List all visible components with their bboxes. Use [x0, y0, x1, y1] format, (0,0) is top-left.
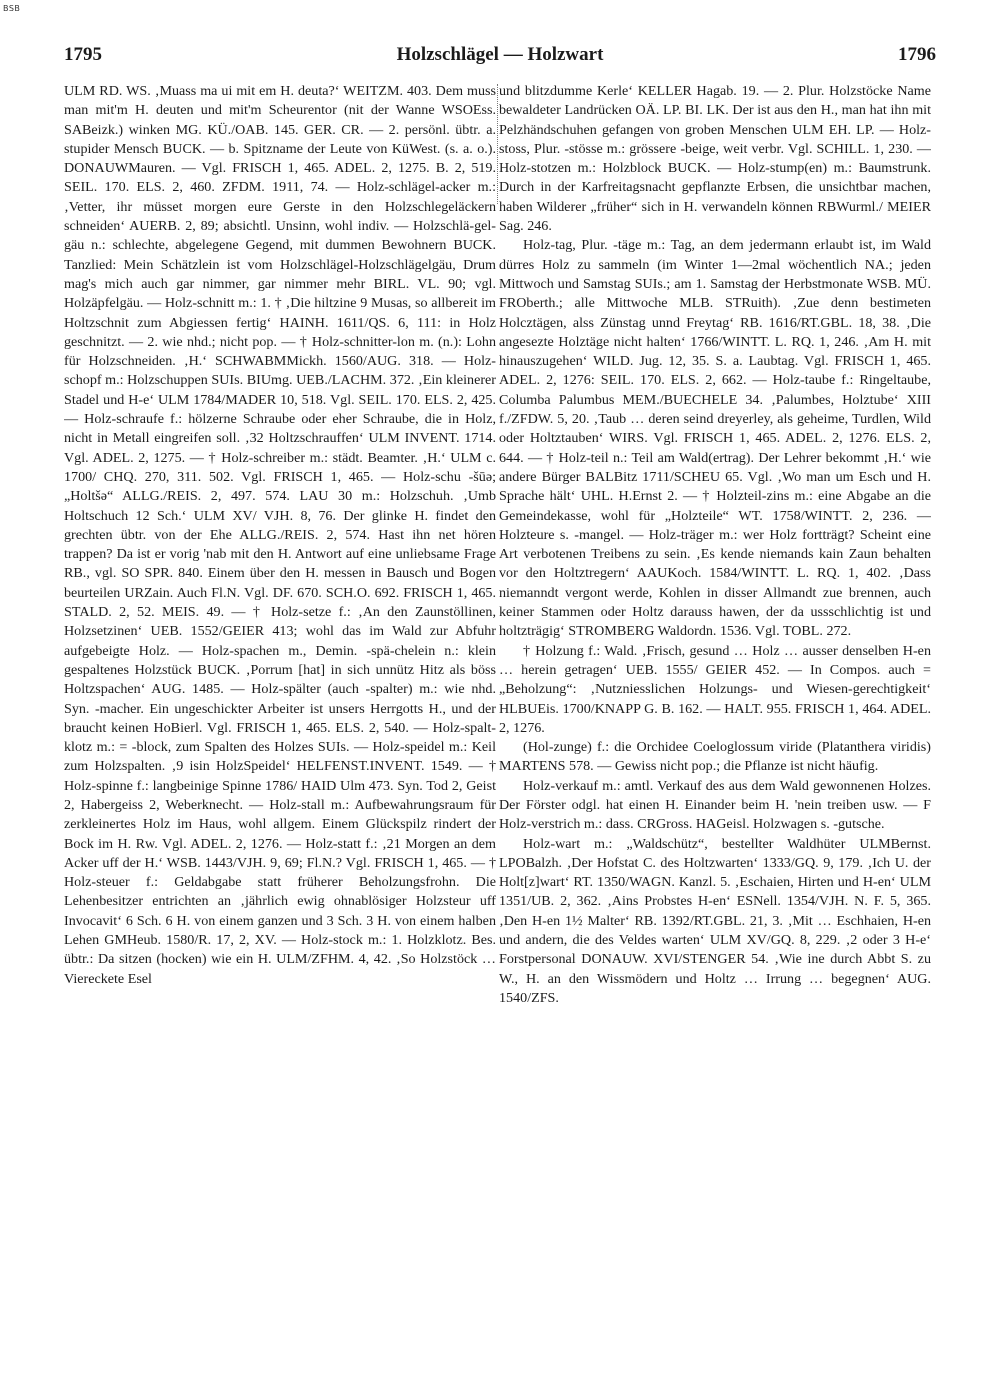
- page-title: Holzschlägel — Holzwart: [396, 44, 604, 65]
- page-number-right: 1796: [898, 44, 936, 65]
- column-divider: [497, 84, 498, 204]
- entry-holzung: † Holzung f.: Wald. ‚Frisch, gesund … Holz … ausser denselben H-en … herein getragen‘ UEB. 1555/ GEIER 452. — In Compos. auch = „Beholzung“: ‚Nutzniesslichen Holzungs- und Wiesen-gerechtigkeit‘ HLBUEis. 1700/KNAPP G. B. 162. — HALT. 955. FRISCH 1, 464. ADEL. 2, 1276.: [499, 642, 931, 736]
- right-column: [499, 82, 931, 1382]
- entry-holz-verkauf: Holz-verkauf m.: amtl. Verkauf des aus dem Wald gewonnenen Holzes. Der Förster odgl. hat einen H. Einander beim H. 'nein treiben usw. — F Holz-verstrich m.: dass. CRGross. HAGeisl. Holzwagen s. -gutsche.: [499, 777, 931, 833]
- entry-holz-wart: Holz-wart m.: „Waldschütz“, bestellter Waldhüter ULMBernst. LPOBalzh. ‚Der Hofstat C. des Holtzwarten‘ 1333/GQ. 9, 179. ‚Ich U. der Holt[z]wart‘ RT. 1350/WAGN. Kanzl. 5. ‚Eschaien, Hirten und H-en‘ ULM 1351/UB. 2, 362. ‚Ains Probstes H-en‘ ESNell. 1354/VJH. N. F. 5, 365. ‚Den H-en 1½ Malter‘ RB. 1392/RT.GBL. 21, 3. ‚Mit … Eschhaien, H-en und andern, die des Veldes warten‘ ULM XV/GQ. 8, 229. ‚2 oder 3 H-e‘ Forstpersonal DONAUW. XVI/STENGER 54. ‚Wie ine durch Abbt S. zu W., H. an den Wissmödern und Holtz … Irrung … begegnen‘ AUG. 1540/ZFS.: [499, 835, 931, 1006]
- entry-holz-tag: Holz-tag, Plur. -täge m.: Tag, an dem jedermann erlaubt ist, im Wald dürres Holz zu sammeln (im Winter 1—2mal wöchentlich NA.; jeden Mittwoch und Samstag SUIs.; am 1. Samstag der Herbstmonate WSB. MÜ. FROberth.; alle Mittwoche MLB. STRuith). ‚Zue denn bestimeten Holcztägen, alss Zünstag unnd Freytag‘ RB. 1616/RT.GBL. 18, 38. ‚Die angesezte Holztäge nicht halten‘ 1766/WINTT. L. RQ. 1, 246. ‚Am H. mit hinauszugehen‘ WILD. Jug. 12, 35. S. a. Laubtag. Vgl. FRISCH 1, 465. ADEL. 2, 1276: SEIL. 170. ELS. 2, 662. — Holz-taube f.: Ringeltaube, Columba Palumbus MEM./BUECHELE 34. ‚Palumbes, Holztube‘ XIII f./ZFDW. 5, 20. ‚Taub … deren seind dreyerley, als geheime, Turdlen, Wild oder Holtztauben‘ WIRS. Vgl. FRISCH 1, 465. ADEL. 2, 1276. ELS. 2, 644. — † Holz-teil n.: Teil am Wald(ertrag). Der Lehrer bekommt ‚H.‘ wie andere Bürger BALBitz 1711/SCHEU 65. Vgl. ‚Wo man um Esch und H. Sprache hält‘ UHL. H.Ernst 2. — † Holzteil-zins m.: eine Abgabe an die Gemeindekasse, wohl für „Holzteile“ WT. 1758/WINTT. 2, 236. — Holzteure s. -mangel. — Holz-träger m.: wer Holz fortträgt? Scheint eine Art verbotenen Treibens zu sein. ‚Es kende niemands kain Zaun behalten vor den Holtztregern‘ AAUKoch. 1584/WINTT. L. RQ. 1, 402. ‚Dass niemanndt vergont werde, Kohlen in disser Allmandt zue brennen, auch keiner Stammen oder Holtz darauss hawen, der da ussschlichtig ist und holtzträgig‘ STROMBERG Waldordn. 1536. Vgl. TOBL. 272.: [499, 237, 931, 640]
- entry-hol-zunge: (Hol-zunge) f.: die Orchidee Coeloglossum viride (Platanthera viridis) MARTENS 578. — Gewiss nicht pop.; die Pflanze ist nicht häufig.: [499, 739, 931, 775]
- left-column: [64, 82, 496, 1382]
- page-header: [64, 40, 936, 68]
- library-stamp: BSB: [3, 4, 21, 13]
- page-number-left: 1795: [64, 44, 102, 65]
- left-column-text: ULM RD. WS. ‚Muass ma ui mit em H. deuta?‘ WEITZM. 403. Dem muss man mit'm H. deuten und mit'm Scheurentor (nit der Wanne WSOEss. SABeizk.) winken MG. KÜ./OAB. 145. GER. CR. — 2. persönl. übtr. a. stupider Mensch BUCK. — b. Spitzname der Leute von KüWest. (s. a. o.). DONAUWMauren. — Vgl. FRISCH 1, 465. ADEL. 2, 1275. B. 2, 519. SEIL. 170. ELS. 2, 460. ZFDM. 1911, 74. — Holz-schlägel-acker m.: ‚Vetter, ihr müsset morgen eure Gerste in den Holzschlegeläckern schneiden‘ AUERB. 2, 89; absichtl. Unsinn, wohl indiv. — Holzschlä-gel-gäu n.: schlechte, abgelegene Gegend, mit dummen Bewohnern BUCK. Tanzlied: Mein Schätzlein ist vom Holzschlägel-Holzschlägelgäu, Drum mag's mich auch gar nimmer, gar nimmer mehr BIRL. VL. 90; vgl. Holzäpfelgäu. — Holz-schnitt m.: 1. † ‚Die hiltzine 9 Musas, so allbereit im Holtzschnit zum Abgiessen fertig‘ HAINH. 1611/QS. 6, 111: in Holz geschnitzt. — 2. wie nhd.; nicht pop. — † Holz-schnitter-lon m. (n.): Lohn für Holzschneiden. ‚H.‘ SCHWABMMickh. 1560/AUG. 318. — Holz-schopf m.: Holzschuppen SUIs. BIUmg. UEB./LACHM. 372. ‚Ein kleinerer Stadel und H-e‘ ULM 1784/MADER 10, 518. Vgl. SEIL. 170. ELS. 2, 425. — Holz-schraufe f.: hölzerne Schraube oder eher Schraube, die in Holz, nicht in Metall eingreifen soll. ‚32 Holtzschrauffen‘ ULM INVENT. 1714. Vgl. ADEL. 2, 1275. — † Holz-schreiber m.: städt. Beamter. ‚H.‘ ULM c. 1700/ CHQ. 270, 311. 502. Vgl. FRISCH 1, 465. — Holz-schu -šūə; „Holtšə“ ALLG./REIS. 2, 497. 574. LAU 30 m.: Holzschuh. ‚Umb Holtschuch 12 Sch.‘ ULM XV/ VJH. 8, 76. Der glinke H. findet den grechten übtr. von der Ehe ALLG./REIS. 2, 574. Hast ihn net hören trappen? Da ist er vorig 'nab mit den H. Antwort auf eine unliebsame Frage RB., vgl. SO SPR. 840. Einem über den H. messen in Bausch und Bogen beurteilen URZain. Auch Fl.N. Vgl. DF. 670. SCH.O. 692. FRISCH 1, 465. STALD. 2, 52. MEIS. 49. — † Holz-setze f.: ‚An den Zaunstöllinen, Holzsetzinen‘ UEB. 1552/GEIER 413; wohl das im Wald zur Abfuhr aufgebeigte Holz. — Holz-spachen m., Demin. -spä-chelein n.: klein gespaltenes Holzstück BUCK. ‚Porrum [hat] in sich unnütz Hitz als böss Holtzspachen‘ AUG. 1485. — Holz-spälter (auch -spalter) m.: wie nhd. Syn. -macher. Ein ungeschickter Arbeiter ist unsers Herrgotts H., und der braucht keinen HoBierl. Vgl. FRISCH 1, 465. ELS. 2, 540. — Holz-spalt-klotz m.: = -block, zum Spalten des Holzes SUIs. — Holz-speidel m.: Keil zum Holzspalten. ‚9 isin HolzSpeidel‘ HELFENST.INVENT. 1549. — † Holz-spinne f.: langbeinige Spinne 1786/ HAID Ulm 473. Syn. Tod 2, Geist 2, Habergeiss 2, Weberknecht. — Holz-stall m.: Aufbewahrungsraum für zerkleinertes Holz im Haus, wohl allgem. Einem Glückspilz rindert der Bock im H. Rw. Vgl. ADEL. 2, 1276. — Holz-statt f.: ‚21 Morgen an dem Acker uff der H.‘ WSB. 1443/VJH. 9, 69; Fl.N.? Vgl. FRISCH 1, 465. — † Holz-steuer f.: Geldabgabe statt früherer Beholzungsfrohn. Die Lehenbesitzer entrichten an ‚jährlich ewig ohnablösiger Holzsteur uff Invocavit‘ 6 Sch. 6 H. von einem ganzen und 3 Sch. 3 H. von einem halben Lehen GMHeub. 1580/R. 17, 2, XV. — Holz-stock m.: 1. Holzklotz. Bes. übtr.: Da sitzen (hocken) wie ein H. ULM/ZFHM. 4, 42. ‚So Holzstöck … Viereckete Esel: [64, 83, 496, 987]
- entry-holzstoecke-continued: und blitzdumme Kerle‘ KELLER Hagab. 19. — 2. Plur. Holzstöcke Name bewaldeter Landrücken OÄ. LP. BI. LK. Der ist aus den H., man hat ihn mit Pelzhändschuhen gefangen von groben Menschen ULM EH. LP. — Holz-stoss, Plur. -stösse m.: grössere -beige, weit verbr. Vgl. SCHILL. 1, 230. — Holz-stotzen m.: Holzblock BUCK. — Holz-stump(en) m.: Baumstrunk. Durch in der Karfreitagsnacht gepflanzte Erbsen, die unsichtbar machen, haben Wilderer „früher“ sich in H. verwandeln können RBWurml./ MEIER Sag. 246.: [499, 83, 931, 235]
